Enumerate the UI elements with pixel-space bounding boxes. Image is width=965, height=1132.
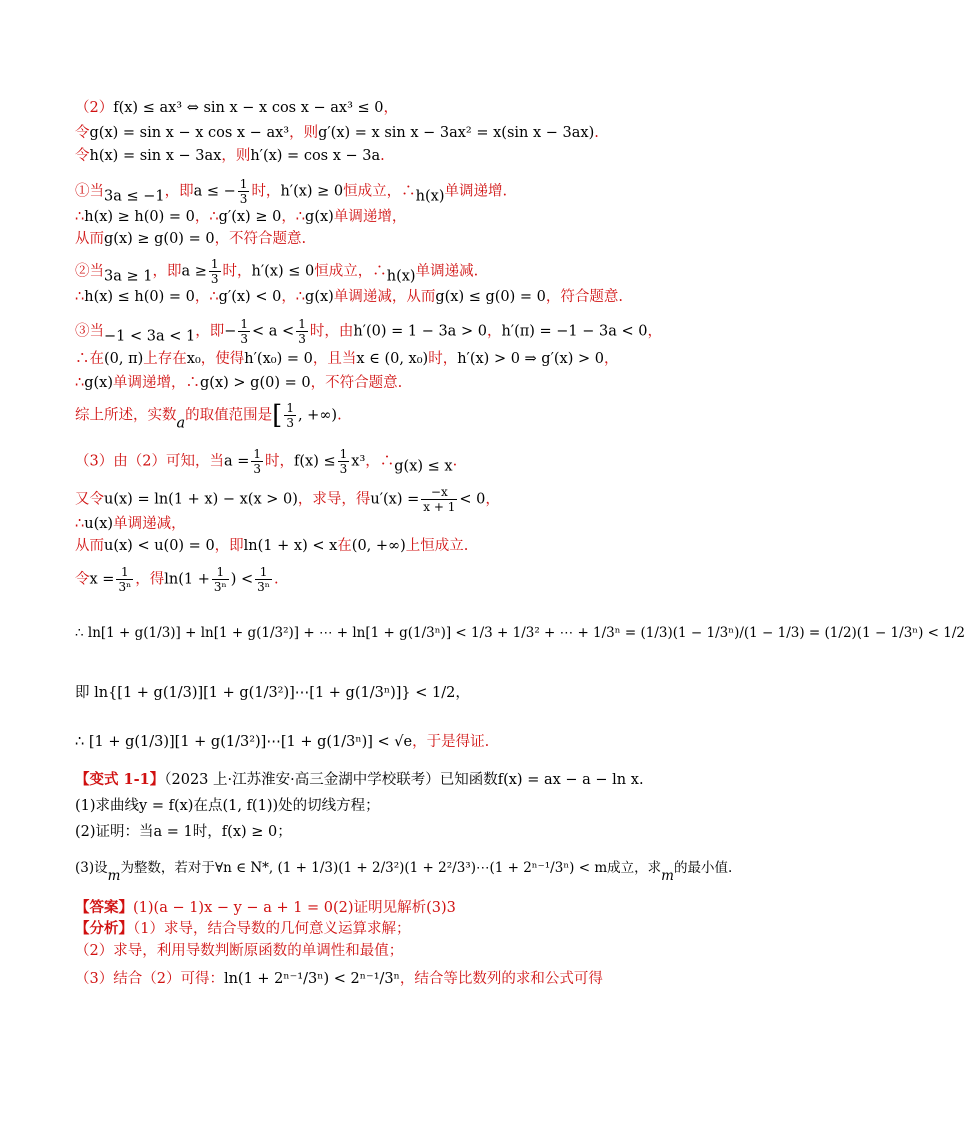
text: (3)设 (75, 860, 108, 876)
punct: ， (383, 100, 398, 116)
formula: x³ (351, 453, 366, 470)
formula: (1, f(1)) (222, 798, 279, 814)
case3-line1 (75, 318, 760, 348)
formula: g(x) ≥ g(0) = 0 (104, 231, 215, 247)
text: ，则 (221, 148, 251, 164)
text: ，求导，得 (297, 491, 371, 508)
formula: 3a ≤ −1 (104, 188, 165, 205)
text: 又令 (75, 491, 104, 508)
text: ，不符合题意. (214, 231, 307, 247)
text: ，即 (164, 183, 194, 200)
case3-line3 (75, 372, 760, 394)
formula: a = (223, 453, 250, 470)
part3-line5 (75, 566, 760, 593)
formula: < 0 (459, 491, 486, 508)
text: 时， (251, 183, 281, 200)
text: . (273, 571, 279, 588)
text: 令 (75, 125, 90, 141)
text: (2)证明：当 (75, 824, 154, 840)
text: ，∴ (194, 289, 219, 305)
text: ，不符合题意. (310, 375, 403, 391)
text: 令 (75, 148, 90, 164)
formula: h′(x₀) = 0 (244, 351, 313, 367)
text: 恒成立，∴ (343, 183, 416, 200)
fraction (255, 566, 272, 593)
numerator: 1 (339, 447, 348, 461)
text: 时， (222, 263, 252, 280)
question-3 (75, 857, 760, 887)
formula: a ≤ − (193, 183, 236, 200)
formula: g(x) (305, 289, 334, 305)
formula: h′(x) = cos x − 3a (250, 148, 381, 164)
fraction (251, 448, 263, 475)
text: 单调递减，从而 (333, 289, 436, 305)
formula: g(x) (84, 375, 114, 391)
part3-line8 (75, 731, 760, 753)
text: ， (485, 491, 500, 508)
numerator: 1 (298, 317, 306, 331)
variant-tag: 【变式 1-1】 (75, 771, 165, 788)
punct: . (380, 148, 385, 164)
denominator: 3 (253, 462, 261, 476)
formula: ) < (230, 571, 254, 588)
text: （3）由（2）可知，当 (75, 453, 224, 470)
formula: − (224, 323, 237, 340)
formula: , +∞) (297, 407, 338, 424)
question-1 (75, 795, 760, 817)
formula: h′(x) ≤ 0 (251, 263, 315, 280)
formula: , (1 + 1/3)(1 + 2/3²)(1 + 2²/3³)⋯(1 + 2ⁿ⁻¹/3ⁿ) < m (268, 860, 608, 876)
part2-line1 (75, 97, 760, 119)
text: 单调递减， (113, 516, 186, 532)
case2-line2 (75, 286, 760, 308)
formula: h(x) (386, 268, 416, 285)
text: 从而 (75, 231, 104, 247)
formula: < a < (252, 323, 295, 340)
text: ，使得 (200, 351, 245, 367)
text: 上存在 (143, 351, 187, 367)
numerator: 1 (240, 317, 249, 331)
text: ①当 (75, 183, 104, 200)
text: ， (486, 323, 502, 340)
variant-header (75, 769, 760, 791)
part-label: （2） (75, 100, 114, 116)
text: 的最小值. (673, 860, 733, 876)
text: ②当 (75, 263, 104, 280)
fraction (209, 258, 221, 285)
formula: (0, +∞) (351, 538, 406, 554)
fraction (238, 178, 250, 205)
formula: u′(x) = (370, 491, 420, 508)
text: ，即 (195, 323, 225, 340)
text: ，即 (214, 538, 244, 554)
formula: h(x) ≥ h(0) = 0 (84, 209, 195, 225)
formula: g′(x) = x sin x − 3ax² = x(sin x − 3ax) (318, 125, 595, 141)
formula: ∴ [1 + g(1/3)][1 + g(1/3²)]⋯[1 + g(1/3ⁿ)] < √e (75, 734, 413, 750)
formula: h′(π) = −1 − 3a < 0 (501, 323, 648, 340)
formula: a (176, 415, 186, 432)
case2-line1 (75, 258, 760, 288)
text: 单调递减. (415, 263, 479, 280)
text: ∴ (75, 289, 85, 305)
formula: (0, π) (104, 351, 144, 367)
formula: m (661, 868, 674, 884)
formula: g(x) ≤ g(0) = 0 (435, 289, 546, 305)
fraction (212, 566, 229, 593)
numerator: 1 (253, 447, 261, 461)
bracket: [ (272, 400, 283, 431)
text: 单调递增， (333, 209, 407, 225)
formula: x₀ (186, 351, 201, 367)
denominator: 3ⁿ (257, 580, 270, 594)
fraction (116, 566, 133, 593)
formula: a = 1 (153, 824, 193, 840)
formula: 3a ≥ 1 (104, 268, 153, 285)
formula: h′(x) > 0 ⇒ g′(x) > 0 (457, 351, 604, 367)
text: 时， (428, 351, 458, 367)
case1-line1 (75, 178, 760, 208)
text: 成立，求 (607, 860, 662, 876)
denominator: 3 (210, 272, 219, 286)
formula: ln(1 + x) < x (243, 538, 338, 554)
analysis-line1 (75, 918, 760, 940)
fraction (284, 402, 296, 429)
analysis-text: （2）求导，利用导数判断原函数的单调性和最值； (75, 943, 404, 959)
text: 的取值范围是 (185, 407, 273, 424)
fraction (238, 318, 250, 345)
formula: g(x) = sin x − x cos x − ax³ (89, 125, 290, 141)
text: ，∴ (281, 289, 306, 305)
denominator: 3 (286, 416, 294, 430)
part3-line1 (75, 448, 760, 478)
formula: ∀n ∈ N* (214, 860, 269, 876)
text: 上恒成立. (405, 538, 469, 554)
text: 时， (265, 453, 294, 470)
formula: g(x) > g(0) = 0 (200, 375, 311, 391)
formula: x = (89, 571, 115, 588)
analysis-line2 (75, 940, 760, 962)
formula: h(x) = sin x − 3ax (89, 148, 222, 164)
formula: ∴ ln[1 + g(1/3)] + ln[1 + g(1/3²)] + ⋯ + ln[1 + g(1/3ⁿ)] < 1/3 + 1/3² + ⋯ + 1/3ⁿ = (1/3)(1 − 1/3ⁿ)/(1 − 1/3) = (1/2)(1 − 1/3ⁿ) < 1/2 (75, 625, 965, 641)
fraction (421, 486, 457, 513)
source-text: （2023 上·江苏淮安·高三金湖中学校联考）已知函数 (164, 772, 498, 788)
formula: u(x) = ln(1 + x) − x(x > 0) (104, 491, 298, 508)
formula: f(x) ≥ 0 (221, 824, 278, 840)
formula: u(x) (84, 516, 114, 532)
text: 综上所述，实数 (75, 407, 177, 424)
numerator: 1 (255, 566, 272, 580)
case3-line2 (75, 348, 760, 370)
formula: m (107, 868, 121, 884)
formula: g(x) ≤ x (394, 458, 453, 475)
text: 从而 (75, 538, 104, 554)
formula: f(x) ≤ (294, 453, 336, 470)
text: ， (603, 351, 619, 367)
text: ∴ (75, 375, 85, 391)
denominator: 3 (298, 332, 306, 346)
text: 恒成立，∴ (314, 263, 387, 280)
analysis-text: ，结合等比数列的求和公式可得 (399, 971, 603, 987)
numerator: −x (421, 486, 457, 500)
formula: f(x) = ax − a − ln x (497, 772, 639, 788)
case1-line3 (75, 228, 760, 250)
formula: g(x) (305, 209, 334, 225)
formula: h′(0) = 1 − 3a > 0 (353, 323, 487, 340)
text: 为整数，若对于 (120, 860, 215, 876)
question-2 (75, 821, 760, 843)
text: 令 (75, 571, 90, 588)
text: ，∴ (194, 209, 219, 225)
text: ，则 (289, 125, 319, 141)
text: ∴ (75, 516, 85, 532)
formula: h(x) ≤ h(0) = 0 (84, 289, 195, 305)
text: ， (647, 323, 662, 340)
text: ，即 (152, 263, 182, 280)
numerator: 1 (116, 566, 133, 580)
analysis-tag: 【分析】 (75, 920, 133, 937)
numerator: 1 (210, 257, 219, 271)
formula: −1 < 3a < 1 (104, 328, 196, 345)
text: ∴在 (75, 351, 104, 367)
text: 在 (337, 538, 352, 554)
text: ，符合题意. (545, 289, 623, 305)
formula: g′(x) < 0 (218, 289, 282, 305)
text: ∴ (75, 209, 85, 225)
formula: x ∈ (0, x₀) (356, 351, 429, 367)
part2-line3 (75, 145, 760, 167)
part3-line3 (75, 513, 760, 535)
text: ； (277, 824, 292, 840)
text: ③当 (75, 323, 104, 340)
denominator: 3 (339, 462, 348, 476)
text: 单调递增，∴ (113, 375, 201, 391)
case1-line2 (75, 206, 760, 228)
part3-line4 (75, 535, 760, 557)
text: . (638, 772, 644, 788)
analysis-text: （1）求导，结合导数的几何意义运算求解； (133, 921, 411, 937)
part3-line7 (75, 682, 760, 704)
fraction (296, 318, 308, 345)
analysis-line3 (75, 968, 760, 990)
text: 时， (192, 824, 222, 840)
text: 时，由 (309, 323, 354, 340)
numerator: 1 (286, 401, 294, 415)
punct: . (594, 125, 599, 141)
formula: a ≥ (181, 263, 207, 280)
formula: y = f(x) (139, 798, 194, 814)
answer-tag: 【答案】 (75, 899, 133, 916)
denominator: 3 (239, 192, 248, 206)
text: 在点 (193, 798, 223, 814)
part2-line2 (75, 122, 760, 144)
text: (1)求曲线 (75, 798, 140, 814)
denominator: 3ⁿ (118, 580, 132, 594)
fraction (338, 448, 350, 475)
numerator: 1 (212, 566, 229, 580)
denominator: 3 (240, 332, 249, 346)
formula: ln(1 + 2ⁿ⁻¹/3ⁿ) < 2ⁿ⁻¹/3ⁿ (223, 971, 400, 987)
formula: 即 ln{[1 + g(1/3)][1 + g(1/3²)]⋯[1 + g(1/3ⁿ)]} < 1/2， (75, 685, 470, 701)
answer-text: (1)(a − 1)x − y − a + 1 = 0(2)证明见解析(3)3 (133, 900, 456, 916)
text: 处的切线方程； (278, 798, 380, 814)
analysis-text: （3）结合（2）可得： (75, 971, 224, 987)
denominator: 3ⁿ (213, 580, 227, 594)
text: ，∴ (365, 453, 395, 470)
formula: h(x) (415, 188, 445, 205)
part3-line2 (75, 486, 760, 513)
text: ，∴ (281, 209, 306, 225)
formula: u(x) < u(0) = 0 (104, 538, 215, 554)
answer-line (75, 897, 760, 919)
text: . (337, 407, 342, 424)
denominator: x + 1 (423, 500, 456, 514)
part3-line6 (75, 622, 965, 644)
text: ，于是得证. (412, 734, 490, 750)
text: 单调递增. (444, 183, 508, 200)
text: ，且当 (312, 351, 357, 367)
formula: f(x) ≤ ax³ ⇔ sin x − x cos x − ax³ ≤ 0 (113, 100, 384, 116)
summary-line (75, 402, 760, 435)
formula: h′(x) ≥ 0 (280, 183, 344, 200)
formula: g′(x) ≥ 0 (218, 209, 282, 225)
numerator: 1 (239, 177, 248, 191)
formula: ln(1 + (164, 571, 210, 588)
text: . (452, 453, 458, 470)
text: ，得 (135, 571, 165, 588)
